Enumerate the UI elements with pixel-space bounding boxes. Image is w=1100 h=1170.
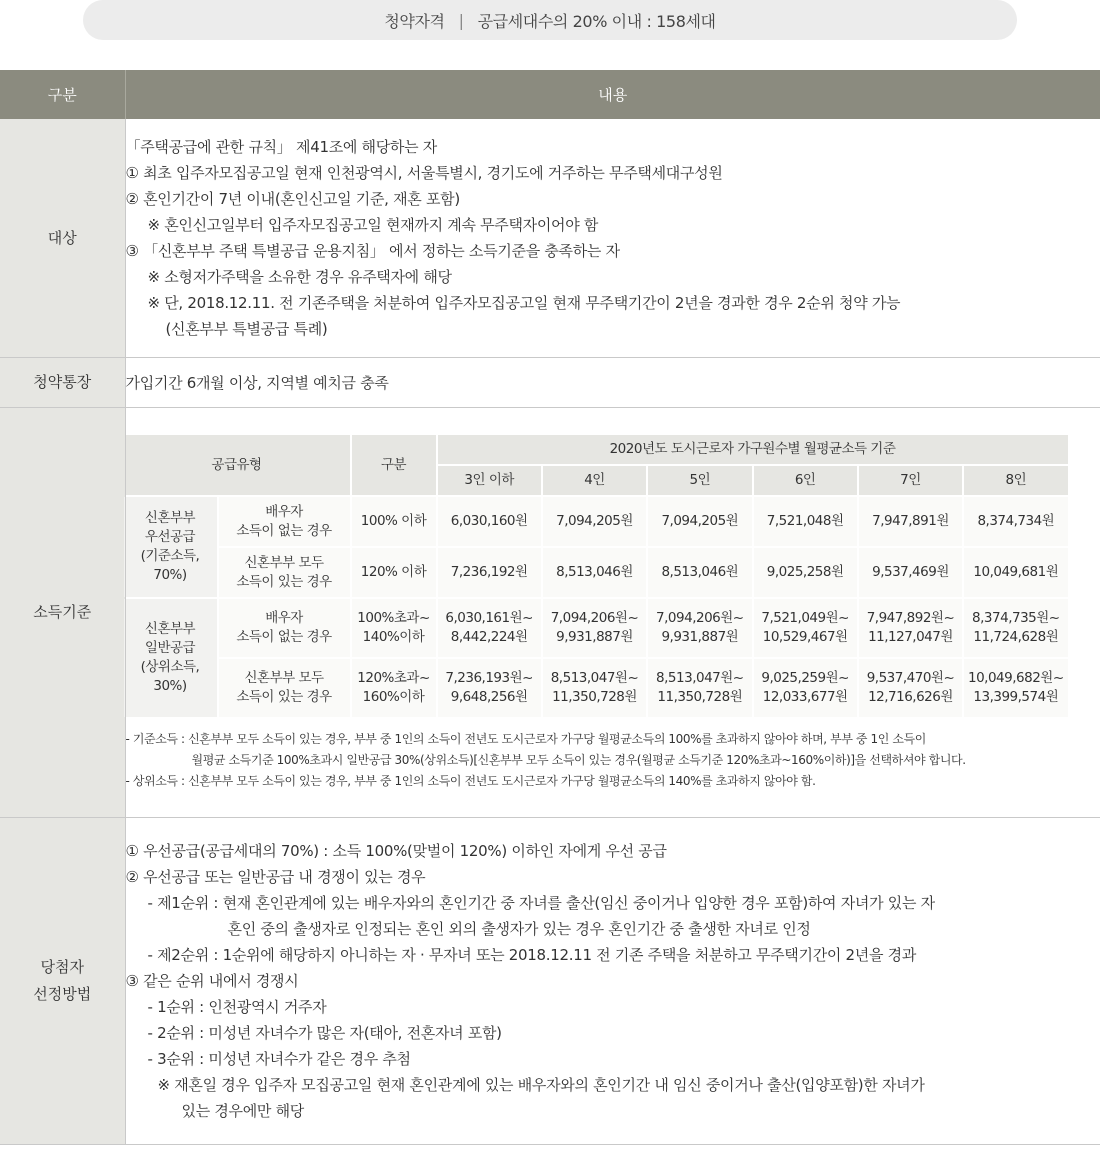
income-value-cell	[438, 548, 541, 597]
income-value-cell-line: 7,947,891원	[872, 513, 949, 529]
target-line: ② 혼인기간이 7년 이내(혼인신고일 기준, 재혼 포함)	[125, 190, 460, 208]
supply-type-cell-line: 우선공급	[144, 529, 196, 545]
income-value-cell-line: 7,094,205원	[661, 513, 739, 529]
target-note: ※ 혼인신고일부터 입주자모집공고일 현재까지 계속 무주택자이어야 함	[147, 216, 599, 234]
income-value-cell	[438, 659, 541, 717]
income-value-cell-line: 8,442,224원	[450, 629, 528, 645]
income-content	[125, 408, 1100, 818]
income-value-cell-line: 7,236,193원~	[445, 670, 533, 686]
income-notes	[126, 729, 1100, 792]
income-value-cell-line: 9,931,887원	[556, 629, 633, 645]
household-size-header: 7인	[859, 466, 962, 495]
supply-type-cell	[124, 599, 217, 717]
income-value-cell	[648, 548, 751, 597]
row-label-income: 소득기준	[0, 408, 125, 818]
income-value-cell	[964, 497, 1067, 546]
income-case-cell	[219, 548, 350, 597]
income-case-cell-line: 배우자	[265, 503, 303, 520]
income-note: - 상위소득 : 신혼부부 모두 소득이 있는 경우, 부부 중 1인의 소득이 전년도 도시근로자 가구당 월평균소득의 140%를 초과하지 않아야 함.	[125, 774, 816, 788]
income-row	[124, 548, 1068, 597]
income-value-cell-line: 9,537,470원~	[866, 670, 955, 686]
household-size-header: 3인 이하	[438, 466, 541, 495]
household-size-header: 6인	[754, 466, 857, 495]
income-value-cell	[964, 599, 1067, 657]
row-income	[0, 408, 1100, 818]
income-value-cell-line: 7,094,206원~	[656, 610, 744, 626]
income-value-cell-line: 11,350,728원	[552, 689, 637, 705]
selection-note: 있는 경우에만 해당	[181, 1102, 304, 1120]
income-percent-cell	[352, 497, 436, 546]
income-value-cell-line: 8,374,735원~	[972, 610, 1060, 626]
selection-line: ② 우선공급 또는 일반공급 내 경쟁이 있는 경우	[125, 868, 426, 886]
income-percent-cell	[352, 659, 436, 717]
income-value-cell-line: 10,049,681원	[973, 564, 1059, 580]
supply-type-cell-line: (기준소득,	[140, 548, 200, 564]
income-percent-cell-line: 120%초과~	[357, 670, 430, 686]
income-value-cell	[859, 497, 962, 546]
income-row	[124, 497, 1068, 546]
income-value-cell-line: 7,521,049원~	[761, 610, 849, 626]
income-value-cell-line: 9,648,256원	[450, 689, 528, 705]
row-label-target: 대상	[0, 119, 125, 358]
income-value-cell	[648, 659, 751, 717]
row-target	[0, 119, 1100, 358]
income-criteria-table	[122, 433, 1070, 719]
income-value-cell	[543, 548, 646, 597]
income-value-cell-line: 7,094,205원	[556, 513, 633, 529]
header-category: 구분	[0, 70, 125, 119]
selection-line: ③ 같은 순위 내에서 경쟁시	[125, 972, 299, 990]
income-value-cell-line: 9,025,258원	[766, 564, 844, 580]
income-value-cell-line: 7,094,206원~	[550, 610, 639, 626]
income-value-cell	[543, 599, 646, 657]
selection-line: 혼인 중의 출생자로 인정되는 혼인 외의 출생자가 있는 경우 혼인기간 중 출생한 자녀로 인정	[227, 920, 811, 938]
income-value-cell	[964, 548, 1067, 597]
supply-type-cell-line: (상위소득,	[140, 659, 200, 675]
income-value-cell	[754, 659, 857, 717]
income-value-cell-line: 12,033,677원	[762, 689, 848, 705]
income-value-cell-line: 9,537,469원	[872, 564, 949, 580]
income-case-cell	[219, 497, 350, 546]
selection-note: ※ 재혼일 경우 입주자 모집공고일 현재 혼인관계에 있는 배우자와의 혼인기간 내 임신 중이거나 출산(입양포함)한 자녀가	[157, 1076, 925, 1094]
income-value-cell-line: 9,025,259원~	[761, 670, 849, 686]
income-case-cell-line: 소득이 있는 경우	[236, 689, 332, 705]
supply-type-cell-line: 일반공급	[144, 640, 196, 656]
income-value-cell-line: 7,521,048원	[766, 513, 844, 529]
income-percent-cell-line: 160%이하	[362, 689, 425, 705]
row-label-account: 청약통장	[0, 358, 125, 408]
income-value-cell-line: 8,374,734원	[977, 513, 1055, 529]
income-row	[124, 599, 1068, 657]
income-value-cell	[648, 599, 751, 657]
target-note: (신혼부부 특별공급 특례)	[165, 320, 328, 338]
income-case-cell-line: 소득이 없는 경우	[236, 522, 332, 539]
income-percent-cell-line: 120% 이하	[360, 564, 427, 580]
income-value-cell	[859, 659, 962, 717]
income-percent-cell-line: 100% 이하	[360, 513, 427, 529]
income-value-cell-line: 7,236,192원	[450, 564, 528, 580]
target-note: ※ 소형저가주택을 소유한 경우 유주택자에 해당	[147, 268, 452, 286]
income-case-cell	[219, 599, 350, 657]
income-value-cell-line: 10,049,682원~	[968, 670, 1064, 686]
selection-label-line: 당첨자	[40, 958, 84, 976]
income-value-cell-line: 10,529,467원	[762, 629, 848, 645]
income-case-cell	[219, 659, 350, 717]
income-case-cell-line: 소득이 있는 경우	[236, 573, 332, 590]
income-percent-cell	[352, 599, 436, 657]
income-percent-cell	[352, 548, 436, 597]
income-row	[124, 659, 1068, 717]
income-header-type: 공급유형	[124, 435, 350, 495]
banner-separator: |	[458, 10, 464, 30]
selection-line: - 제1순위 : 현재 혼인관계에 있는 배우자와의 혼인기간 중 자녀를 출산(임신 중이거나 입양한 경우 포함)하여 자녀가 있는 자	[147, 894, 935, 912]
income-note: - 기준소득 : 신혼부부 모두 소득이 있는 경우, 부부 중 1인의 소득이 전년도 도시근로자 가구당 월평균소득의 100%를 초과하지 않아야 하며, 부부 중 1인 소득이	[125, 732, 926, 746]
banner-title: 청약자격	[384, 11, 445, 31]
income-value-cell-line: 13,399,574원	[973, 689, 1059, 705]
selection-line: ① 우선공급(공급세대의 70%) : 소득 100%(맞벌이 120%) 이하인 자에게 우선 공급	[125, 842, 667, 860]
selection-line: - 제2순위 : 1순위에 해당하지 아니하는 자 · 무자녀 또는 2018.12.11 전 기존 주택을 처분하고 무주택기간이 2년을 경과	[147, 946, 917, 964]
header-content: 내용	[125, 70, 1100, 119]
income-value-cell	[859, 548, 962, 597]
row-account	[0, 358, 1100, 408]
target-line: 「주택공급에 관한 규칙」 제41조에 해당하는 자	[125, 138, 437, 156]
income-value-cell-line: 12,716,626원	[868, 689, 953, 705]
income-value-cell	[754, 548, 857, 597]
income-percent-cell-line: 140%이하	[362, 629, 425, 645]
row-selection	[0, 818, 1100, 1145]
selection-label-line: 선정방법	[33, 985, 92, 1003]
account-content: 가입기간 6개월 이상, 지역별 예치금 충족	[125, 358, 1100, 408]
household-size-header: 4인	[543, 466, 646, 495]
row-label-selection	[0, 818, 125, 1145]
supply-type-cell-line: 30%)	[153, 678, 187, 694]
eligibility-table	[0, 70, 1100, 1145]
household-size-header: 8인	[964, 466, 1067, 495]
income-value-cell-line: 8,513,046원	[661, 564, 739, 580]
supply-type-cell-line: 신혼부부	[144, 621, 196, 637]
income-value-cell	[859, 599, 962, 657]
supply-type-cell-line: 신혼부부	[144, 510, 196, 526]
income-value-cell-line: 9,931,887원	[661, 629, 739, 645]
income-case-cell-line: 배우자	[265, 610, 303, 626]
selection-line: - 1순위 : 인천광역시 거주자	[147, 998, 327, 1016]
target-note: ※ 단, 2018.12.11. 전 기존주택을 처분하여 입주자모집공고일 현재 무주택기간이 2년을 경과한 경우 2순위 청약 가능	[147, 294, 901, 312]
income-value-cell-line: 6,030,160원	[450, 513, 528, 529]
target-line: ③ 「신혼부부 주택 특별공급 운용지침」 에서 정하는 소득기준을 충족하는 자	[125, 242, 620, 260]
income-value-cell-line: 11,127,047원	[868, 629, 953, 645]
income-value-cell-line: 8,513,047원~	[550, 670, 639, 686]
income-value-cell-line: 11,724,628원	[973, 629, 1059, 645]
supply-type-cell-line: 70%)	[153, 567, 187, 583]
selection-content	[125, 818, 1100, 1145]
income-value-cell	[438, 599, 541, 657]
income-value-cell	[648, 497, 751, 546]
income-value-cell	[754, 599, 857, 657]
banner-quota: 공급세대수의 20% 이내 : 158세대	[477, 11, 716, 31]
income-percent-cell-line: 100%초과~	[357, 610, 430, 626]
income-header-standard: 2020년도 도시근로자 가구원수별 월평균소득 기준	[438, 435, 1068, 464]
table-header-row	[0, 70, 1100, 119]
household-size-header: 5인	[648, 466, 751, 495]
income-value-cell	[438, 497, 541, 546]
income-value-cell-line: 8,513,046원	[556, 564, 633, 580]
income-value-cell-line: 6,030,161원~	[445, 610, 533, 626]
income-note: 월평균 소득기준 100%초과시 일반공급 30%(상위소득)[신혼부부 모두 소득이 있는 경우(월평균 소득기준 120%초과~160%이하)]을 선택하셔야 합니다.	[191, 753, 966, 767]
income-header-division: 구분	[352, 435, 436, 495]
selection-line: - 3순위 : 미성년 자녀수가 같은 경우 추첨	[147, 1050, 411, 1068]
income-value-cell-line: 7,947,892원~	[866, 610, 955, 626]
income-value-cell-line: 11,350,728원	[657, 689, 743, 705]
income-case-cell-line: 신혼부부 모두	[244, 554, 324, 571]
target-line: ① 최초 입주자모집공고일 현재 인천광역시, 서울특별시, 경기도에 거주하는 무주택세대구성원	[125, 164, 723, 182]
income-value-cell-line: 8,513,047원~	[656, 670, 744, 686]
supply-type-cell	[124, 497, 217, 597]
income-case-cell-line: 신혼부부 모두	[244, 670, 324, 686]
income-value-cell	[543, 659, 646, 717]
eligibility-banner	[83, 0, 1017, 40]
income-value-cell	[754, 497, 857, 546]
income-value-cell	[964, 659, 1067, 717]
income-case-cell-line: 소득이 없는 경우	[236, 629, 332, 645]
target-content	[125, 119, 1100, 358]
income-value-cell	[543, 497, 646, 546]
selection-line: - 2순위 : 미성년 자녀수가 많은 자(태아, 전혼자녀 포함)	[147, 1024, 502, 1042]
